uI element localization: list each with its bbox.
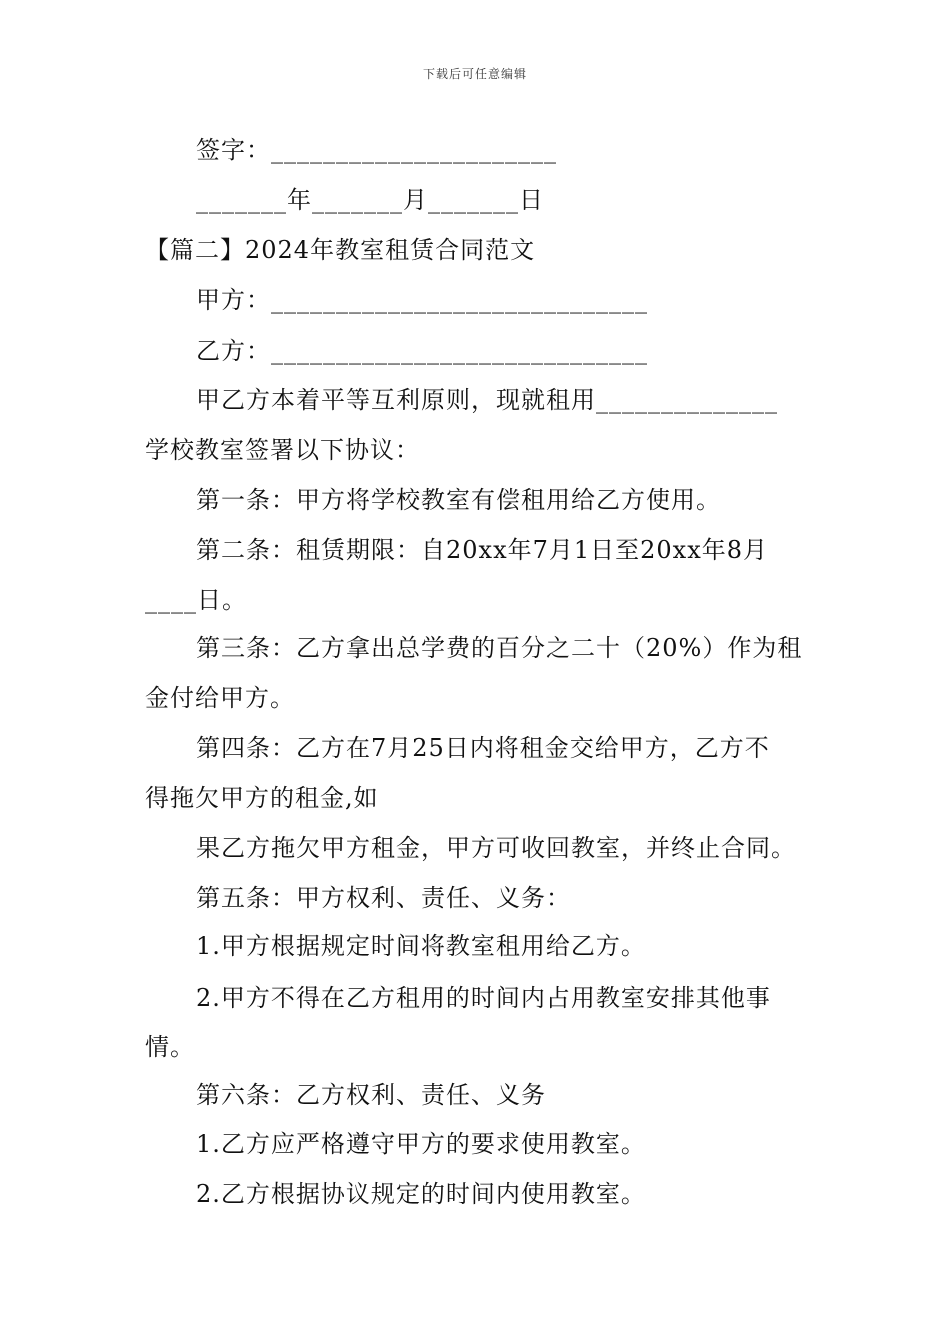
article-5-item-2-line-2: 情。 <box>145 1033 195 1061</box>
article-4-line-1: 第四条：乙方在7月25日内将租金交给甲方，乙方不 <box>196 734 770 762</box>
article-1: 第一条：甲方将学校教室有偿租用给乙方使用。 <box>196 486 721 514</box>
article-2-line-2: ____日。 <box>145 586 247 614</box>
article-5-item-2-line-1: 2.甲方不得在乙方租用的时间内占用教室安排其他事 <box>196 984 771 1012</box>
party-a-line: 甲方：_____________________________ <box>196 286 648 314</box>
signature-line: 签字：______________________ <box>196 136 557 164</box>
intro-paragraph-line-1: 甲乙方本着平等互利原则，现就租用______________ <box>196 386 778 414</box>
article-5-heading: 第五条：甲方权利、责任、义务： <box>196 884 571 912</box>
article-4-line-2: 得拖欠甲方的租金,如 <box>145 784 379 812</box>
article-3-line-1: 第三条：乙方拿出总学费的百分之二十（20%）作为租 <box>196 634 803 662</box>
page-header: 下载后可任意编辑 <box>422 67 527 81</box>
section-title: 【篇二】2024年教室租赁合同范文 <box>145 236 536 264</box>
article-6-item-2: 2.乙方根据协议规定的时间内使用教室。 <box>196 1180 646 1208</box>
date-line: _______年_______月_______日 <box>196 186 544 214</box>
article-2-line-1: 第二条：租赁期限：自20xx年7月1日至20xx年8月 <box>196 536 769 564</box>
party-b-line: 乙方：_____________________________ <box>196 337 648 365</box>
article-3-line-2: 金付给甲方。 <box>145 684 295 712</box>
intro-paragraph-line-2: 学校教室签署以下协议： <box>145 436 420 464</box>
article-4-line-3: 果乙方拖欠甲方租金，甲方可收回教室，并终止合同。 <box>196 834 796 862</box>
article-6-heading: 第六条：乙方权利、责任、义务 <box>196 1081 546 1109</box>
article-6-item-1: 1.乙方应严格遵守甲方的要求使用教室。 <box>196 1130 646 1158</box>
article-5-item-1: 1.甲方根据规定时间将教室租用给乙方。 <box>196 932 646 960</box>
